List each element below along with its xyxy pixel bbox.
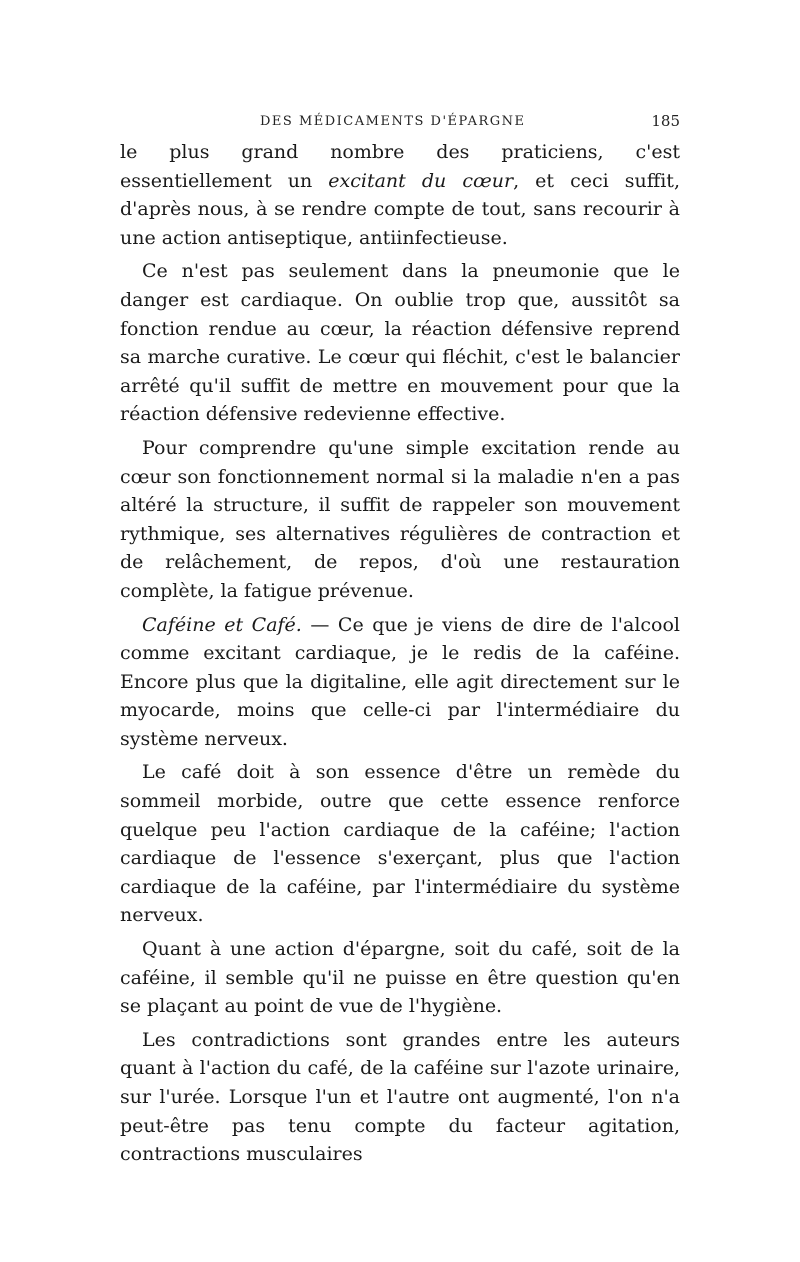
running-title: DES MÉDICAMENTS D'ÉPARGNE [260,114,526,129]
paragraph-text: le plus grand nombre des praticiens, c'est essentiellement un [120,141,680,192]
paragraph: Ce n'est pas seulement dans la pneumonie que le danger est cardiaque. On oublie trop que, aussitôt sa fonction rendue au cœur, la réaction défensive reprend sa marche curative. Le cœur qui fléchit, c'est le balancier arrêté qu'il suffit de mettre en mouvement pour que la réaction défensive redevienne effective. [120,260,680,426]
paragraph-text: — Ce que je viens de dire de l'alcool comme excitant cardiaque, je le redis de la caféine. Encore plus que la digitaline, elle agit directement sur le myocarde, moins que celle-ci par l'intermédiaire du système nerveux. [120,613,680,750]
book-page [120,108,680,1169]
paragraph: Pour comprendre qu'une simple excitation rende au cœur son fonctionnement normal si la maladie n'en a pas altéré la structure, il suffit de rappeler son mouvement rythmique, ses alternatives régulières de contraction et de relâchement, de repos, d'où une restauration complète, la fatigue prévenue. [120,436,680,602]
running-head [120,108,680,138]
paragraph-continued [120,138,680,252]
section-heading-italic: Caféine et Café. [142,613,302,636]
body-text [120,138,680,1169]
italic-phrase: excitant du cœur [328,169,514,192]
paragraph-section-cafeine [120,611,680,754]
page-number: 185 [651,112,680,130]
paragraph: Le café doit à son essence d'être un remède du sommeil morbide, outre que cette essence renforce quelque peu l'action cardiaque de la caféine; l'action cardiaque de l'essence s'exerçant, plus que l'action cardiaque de la caféine, par l'intermédiaire du système nerveux. [120,761,680,927]
paragraph: Quant à une action d'épargne, soit du café, soit de la caféine, il semble qu'il ne puisse en être question qu'en se plaçant au point de vue de l'hygiène. [120,938,680,1018]
paragraph: Les contradictions sont grandes entre les auteurs quant à l'action du café, de la caféine sur l'azote urinaire, sur l'urée. Lorsque l'un et l'autre ont augmenté, l'on n'a peut-être pas tenu compte du facteur agitation, contractions musculaires [120,1028,680,1166]
paragraph-text: , et ceci suffit, d'après nous, à se rendre compte de tout, sans recourir à une action antiseptique, antiinfectieuse. [120,169,680,249]
